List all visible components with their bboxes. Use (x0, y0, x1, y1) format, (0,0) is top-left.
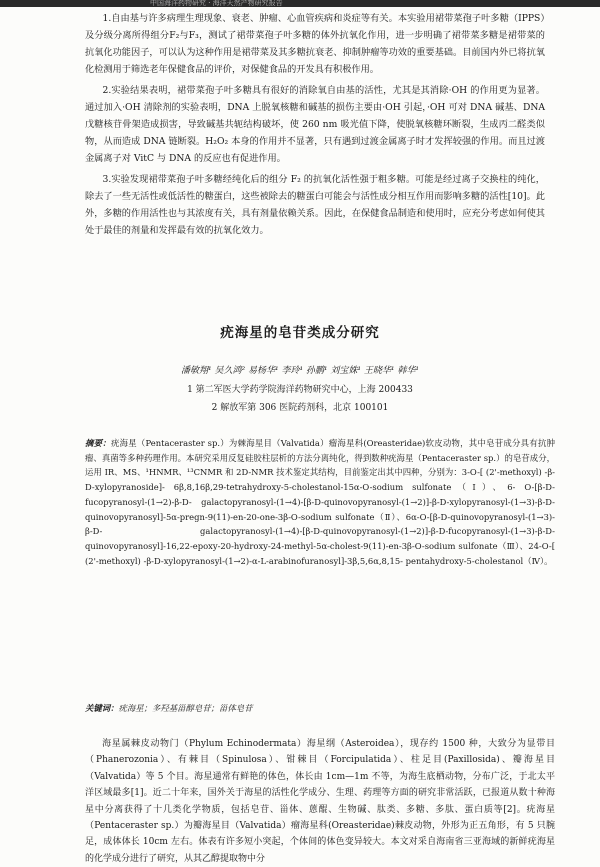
running-header: 中国海洋药物研究 · 海洋天然产物研究报告 (150, 0, 283, 7)
abstract-text: 疣海星（Pentaceraster sp.）为棘海星目（Valvatida）瘤海星科(Oreasteridae)软皮动物，其中皂苷成分具有抗肿瘤、真菌等多种药理作用。本研究采用反复硅胶柱层析的方法分离纯化，得到数种疣海星（Pentaceraster sp.）的皂苷成分，运用 IR、MS、¹HNMR、¹³CNMR 和 2D-NMR 技术鉴定其结构，目前鉴定出其中四种，分别为：3-O-[ (2'-methoxyl) -β-D-xylopyranoside]- 6β,8,16β,29-tetrahydroxy-5-cholestanol-15α-O-sodium sulfonate（Ⅰ）、6- O-[β-D-fucopyranosyl-(1→2)-β-D- galactopyranosyl-(1→4)-[β-D-quinovopyranosyl-(1→2)]-β-D-xylopyranosyl-(1→3)-β-D-quinovopyranosyl]-5α-pregn-9(11)-en-20-one-3β-O-sodium sulfonate（Ⅱ）、6α-O-[β-D-quinovopyranosyl-(1→3)-β-D- galactopyranosyl-(1→4)-[β-D-quinovopyranosyl-(1→2)]-β-D-fucopyranosyl-(1→3)-β-D-quinovopyranosyl]-16,22-epoxy-20-hydroxy-24-methyl-5α-cholest-9(11)-en-3β-O-sodium sulfonate（Ⅲ）、24-O-[ (2'-methoxyl) -β-D-xylopyranosyl-(1→2)-α-L-arabinofuranosyl]-3β,5,6α,8,15- pentahydroxy-5-cholestanol（Ⅳ）。 (85, 438, 555, 566)
keywords (85, 702, 555, 714)
keywords-text: 疣海星；多羟基甾醇皂苷；甾体皂苷 (118, 703, 253, 713)
author-list: 潘敏翔¹ 吴久鸿² 易杨华¹ 李玲¹ 孙鹏¹ 刘宝姝¹ 王晓华¹ 韩华¹ (181, 366, 419, 376)
body-paragraph: 海星属棘皮动物门（Phylum Echinodermata）海星纲（Asteroidea），现存约 1500 种，大致分为显带目（Phanerozonia）、有棘目（Spinulosa）、钳棘目（Forcipulatida）、柱足目(Paxillosida)、瓣海星目（Valvatida）等 5 个目。海星通常有鲜艳的体色，体长由 1cm—1m 不等，为海生底栖动物，分布广泛，于北太平洋区域最多[1]。近二十年来，国外关于海星的活性化学成分、生理、药理等方面的研究非常活跃，已报道从数十种海星中分离获得了十几类化学物质，包括皂苷、甾体、蒽醌、生物碱、肽类、多糖、多肽、蛋白质等[2]。疣海星（Pentaceraster sp.）为瓣海星目（Valvatida）瘤海星科(Oreasteridae)棘皮动物，外形为正五角形，有 5 只腕足，成体体长 10cm 左右。体表有许多短小突起，个体间的体色变异较大。本文对采自海南省三亚海域的新鲜疣海星的化学成分进行了研究，从其乙醇提取物中分 (85, 739, 555, 864)
running-header-bar (0, 0, 600, 7)
keywords-label: 关键词： (85, 703, 119, 713)
abstract-label: 摘要： (85, 438, 111, 448)
body-text (85, 736, 555, 867)
conclusion-paragraph-1: 1.自由基与许多病理生理现象、衰老、肿瘤、心血管疾病和炎症等有关。本实验用裙带菜孢子叶多糖（IPPS）及分级分离所得组分F₂与F₃，测试了裙带菜孢子叶多糖的体外抗氧化作用，进一步明确了裙带菜多糖是裙带菜的抗氧化功能因子，可以认为这种作用是裙带菜及其多糖抗衰老、抑制肿瘤等功效的重要基础。目前国内外已将抗氧化检测用于筛选老年保健食品的评价，对保健食品的开发具有积极作用。 (85, 13, 545, 75)
affiliation-1: 1 第二军医大学药学院海洋药物研究中心，上海 200433 (187, 385, 413, 395)
affiliation-2: 2 解放军第 306 医院药剂科，北京 100101 (211, 403, 389, 413)
conclusion-paragraph-2: 2.实验结果表明，裙带菜孢子叶多糖具有很好的消除氧自由基的活性，尤其是其消除·OH 的作用更为显著。通过加入·OH 清除剂的实验表明，DNA 上脱氧核糖和碱基的损伤主要由·OH 引起，·OH 可对 DNA 碱基、DNA 戊糖核苷骨架造成损害，导致碱基共轭结构破坏，使 260 nm 吸光值下降，使脱氧核糖环断裂，生成丙二醛类似物，从而造成 DNA 链断裂。H₂O₂ 本身的作用并不显著，只有遇到过渡金属离子时才发挥较强的作用。而且过渡金属离子对 VitC 与 DNA 的反应也有促进作用。 (85, 85, 545, 164)
previous-article-conclusions (85, 10, 545, 239)
conclusion-paragraph-3: 3.实验发现裙带菜孢子叶多糖经纯化后的组分 F₂ 的抗氧化活性强于粗多糖。可能是经过离子交换柱的纯化，除去了一些无活性或低活性的糖蛋白，这些被除去的糖蛋白可能会与活性成分相互作用而影响多糖的活性[10]。此外，多糖的作用活性也与其浓度有关，具有剂量依赖关系。因此，在保健食品制造和使用时，应充分考虑如何使其处于最佳的剂量和发挥最有效的抗氧化效力。 (85, 174, 545, 236)
article-title: 疣海星的皂苷类成分研究 (220, 325, 380, 341)
abstract (85, 436, 555, 568)
